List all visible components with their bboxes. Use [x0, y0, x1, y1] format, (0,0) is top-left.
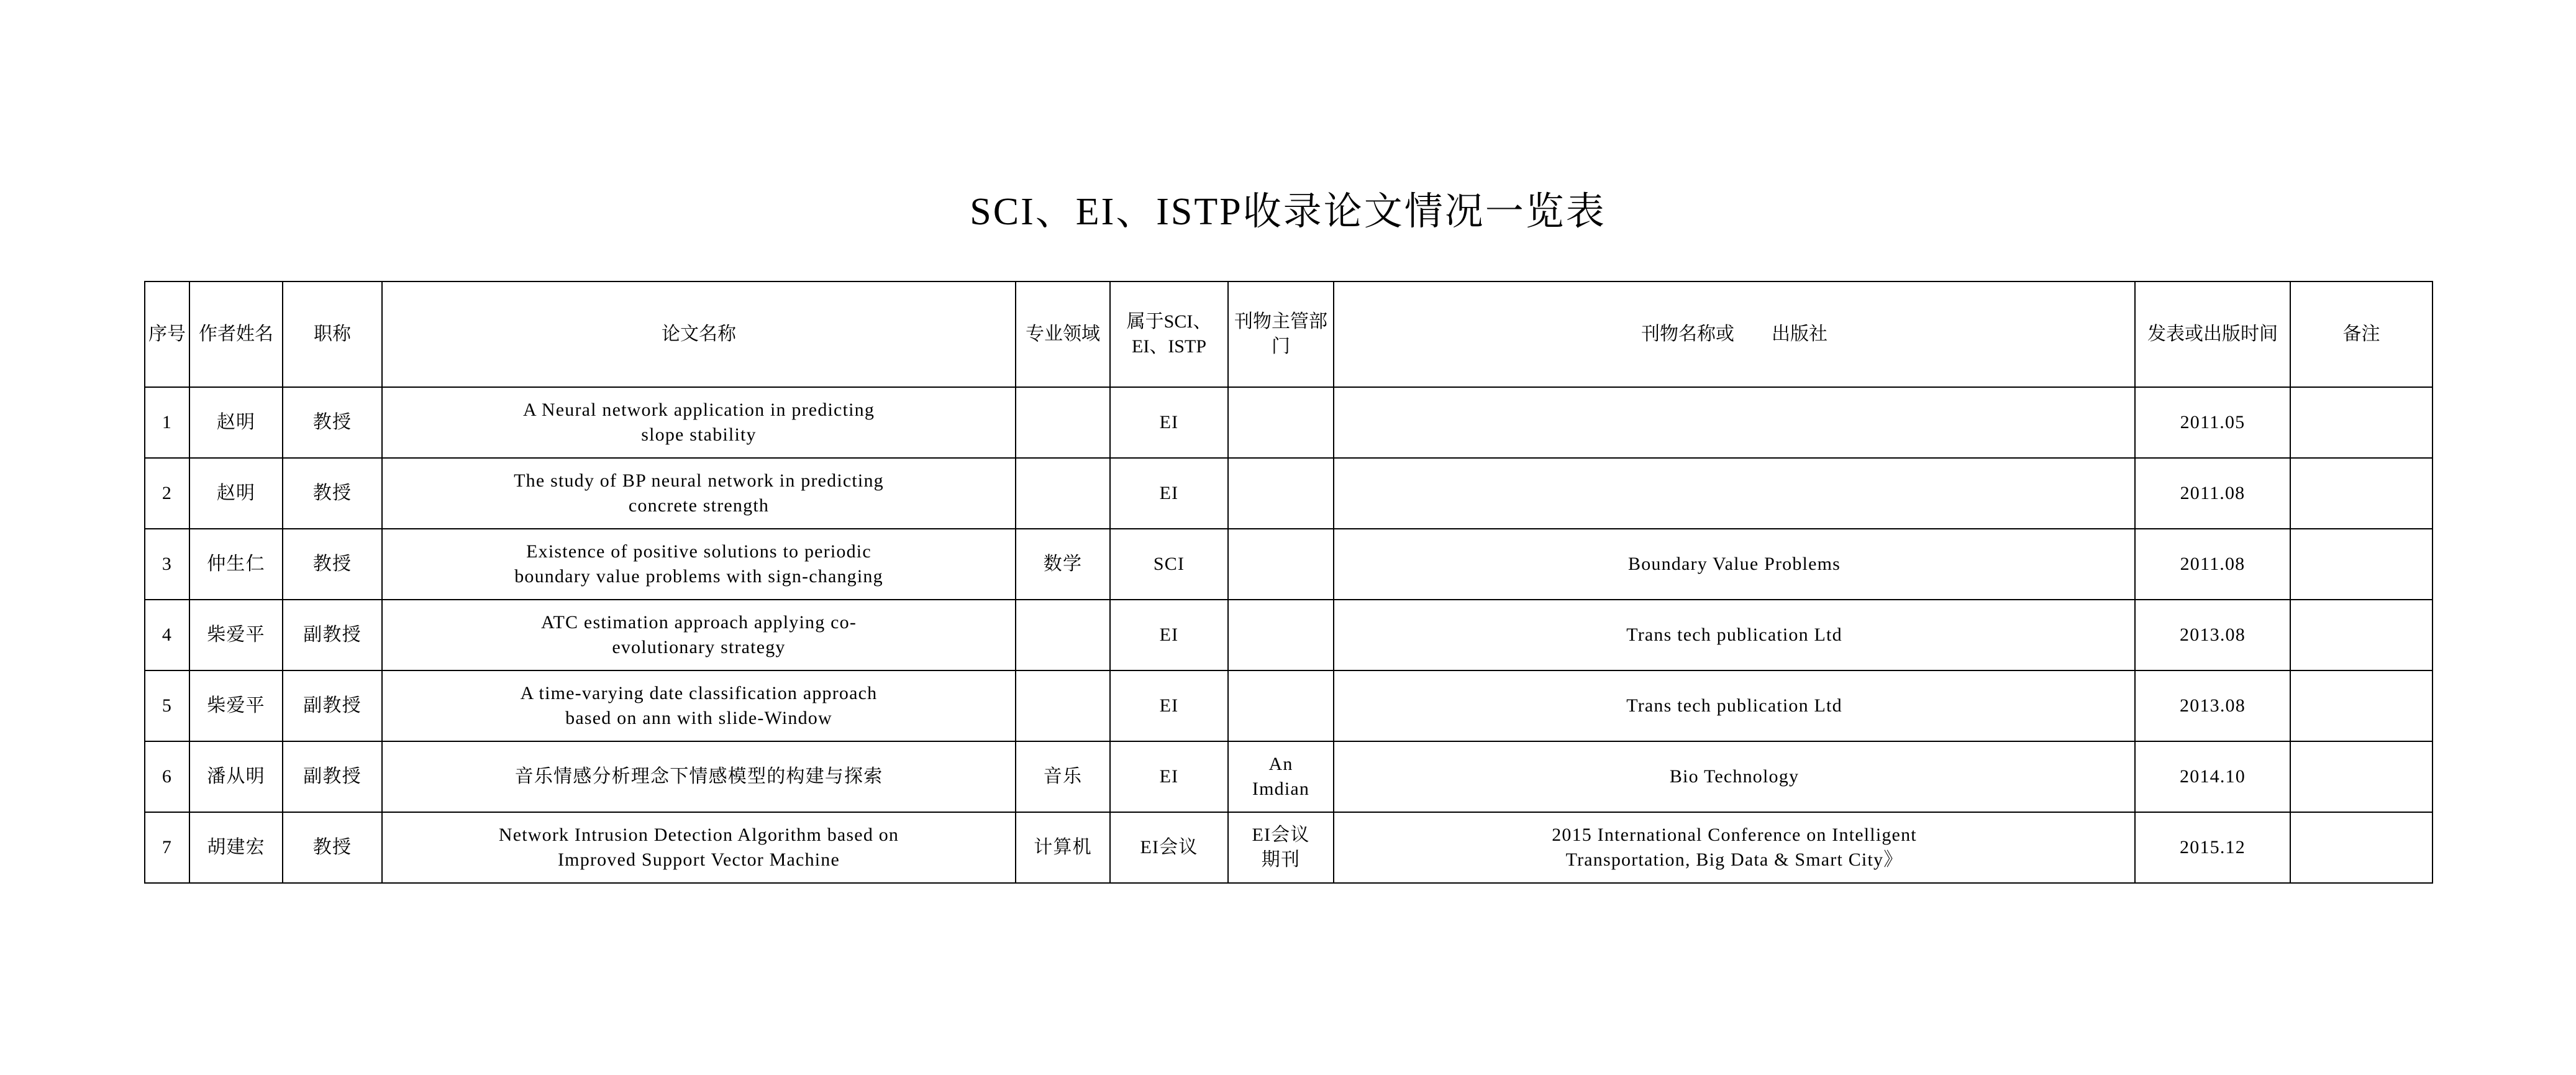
table-header-row [145, 281, 2433, 387]
cell-date: 2013.08 [2135, 670, 2290, 741]
paper-title-line-2: based on ann with slide-Window [565, 708, 832, 728]
cell-journal [1334, 812, 2135, 883]
cell-paper-title [382, 387, 1016, 458]
column-header-journal: 刊物名称或 出版社 [1334, 281, 2135, 387]
cell-seq: 2 [145, 458, 189, 529]
cell-paper-title [382, 600, 1016, 670]
cell-paper-title [382, 812, 1016, 883]
table-row [145, 458, 2433, 529]
table-row [145, 600, 2433, 670]
journal-line-1: 2015 International Conference on Intelligent [1552, 824, 1917, 845]
cell-dept [1228, 741, 1334, 812]
table-header [145, 281, 2433, 387]
cell-date: 2014.10 [2135, 741, 2290, 812]
cell-field: 音乐 [1016, 741, 1110, 812]
dept-line-1: An [1268, 753, 1293, 774]
paper-title-line-1: A Neural network application in predicting [522, 399, 875, 420]
paper-title-line-1: 音乐情感分析理念下情感模型的构建与探索 [514, 766, 883, 787]
journal-line-1: Bio Technology [1669, 766, 1800, 787]
cell-paper-title [382, 670, 1016, 741]
cell-date: 2013.08 [2135, 600, 2290, 670]
cell-field [1016, 458, 1110, 529]
cell-journal [1334, 529, 2135, 600]
cell-author: 潘从明 [189, 741, 283, 812]
paper-title-line-1: A time-varying date classification approach [520, 682, 878, 703]
page-title: SCI、EI、ISTP收录论文情况一览表 [970, 191, 1606, 233]
cell-seq: 5 [145, 670, 189, 741]
cell-paper-title [382, 458, 1016, 529]
cell-date: 2011.08 [2135, 458, 2290, 529]
paper-title-line-1: The study of BP neural network in predicting [514, 470, 884, 491]
journal-line-1: Boundary Value Problems [1627, 553, 1841, 574]
cell-date: 2011.08 [2135, 529, 2290, 600]
table-body [145, 387, 2433, 883]
cell-rank: 教授 [283, 458, 382, 529]
dept-line-1: EI会议 [1252, 824, 1310, 845]
cell-author: 仲生仁 [189, 529, 283, 600]
cell-dept [1228, 600, 1334, 670]
column-header-index-type: 属于SCI、EI、ISTP [1110, 281, 1228, 387]
cell-index-type: EI [1110, 387, 1228, 458]
cell-seq: 7 [145, 812, 189, 883]
column-header-seq: 序号 [145, 281, 189, 387]
column-header-field: 专业领域 [1016, 281, 1110, 387]
paper-title-line-2: concrete strength [628, 495, 770, 516]
cell-index-type: EI [1110, 458, 1228, 529]
column-header-paper-title: 论文名称 [382, 281, 1016, 387]
cell-journal [1334, 741, 2135, 812]
cell-rank: 副教授 [283, 670, 382, 741]
cell-index-type: EI [1110, 741, 1228, 812]
cell-index-type: EI [1110, 670, 1228, 741]
cell-seq: 4 [145, 600, 189, 670]
cell-date: 2015.12 [2135, 812, 2290, 883]
cell-remark [2290, 741, 2433, 812]
cell-journal [1334, 670, 2135, 741]
column-header-author: 作者姓名 [189, 281, 283, 387]
cell-author: 赵明 [189, 458, 283, 529]
cell-rank: 教授 [283, 529, 382, 600]
cell-field: 计算机 [1016, 812, 1110, 883]
journal-line-2: Transportation, Big Data & Smart City》 [1565, 849, 1903, 870]
cell-seq: 3 [145, 529, 189, 600]
cell-author: 柴爱平 [189, 600, 283, 670]
cell-remark [2290, 600, 2433, 670]
cell-author: 柴爱平 [189, 670, 283, 741]
cell-remark [2290, 670, 2433, 741]
column-header-remark: 备注 [2290, 281, 2433, 387]
cell-journal [1334, 458, 2135, 529]
cell-field [1016, 600, 1110, 670]
journal-line-1: Trans tech publication Ltd [1626, 624, 1842, 645]
cell-remark [2290, 458, 2433, 529]
column-header-dept: 刊物主管部门 [1228, 281, 1334, 387]
table-row [145, 812, 2433, 883]
cell-date: 2011.05 [2135, 387, 2290, 458]
cell-index-type: SCI [1110, 529, 1228, 600]
cell-dept [1228, 387, 1334, 458]
table-row [145, 529, 2433, 600]
cell-dept [1228, 529, 1334, 600]
journal-line-1: Trans tech publication Ltd [1626, 695, 1842, 716]
cell-remark [2290, 812, 2433, 883]
cell-rank: 教授 [283, 387, 382, 458]
cell-seq: 6 [145, 741, 189, 812]
cell-remark [2290, 529, 2433, 600]
column-header-date: 发表或出版时间 [2135, 281, 2290, 387]
cell-field [1016, 387, 1110, 458]
papers-table [144, 281, 2433, 884]
paper-title-line-1: Network Intrusion Detection Algorithm based on [498, 824, 899, 845]
cell-dept [1228, 670, 1334, 741]
column-header-rank: 职称 [283, 281, 382, 387]
dept-line-2: 期刊 [1261, 849, 1301, 870]
paper-title-line-2: boundary value problems with sign-changing [514, 566, 883, 587]
paper-title-line-1: ATC estimation approach applying co- [540, 611, 857, 633]
papers-table-wrapper [144, 281, 2432, 884]
paper-title-line-2: Improved Support Vector Machine [557, 849, 840, 870]
cell-rank: 教授 [283, 812, 382, 883]
cell-field: 数学 [1016, 529, 1110, 600]
paper-title-line-1: Existence of positive solutions to periodic [526, 541, 872, 562]
cell-rank: 副教授 [283, 600, 382, 670]
dept-line-2: Imdian [1252, 779, 1310, 799]
cell-index-type: EI会议 [1110, 812, 1228, 883]
cell-remark [2290, 387, 2433, 458]
cell-field [1016, 670, 1110, 741]
cell-rank: 副教授 [283, 741, 382, 812]
table-row [145, 670, 2433, 741]
paper-title-line-2: evolutionary strategy [612, 637, 786, 657]
cell-author: 赵明 [189, 387, 283, 458]
table-row [145, 741, 2433, 812]
cell-paper-title [382, 529, 1016, 600]
cell-dept [1228, 812, 1334, 883]
cell-paper-title [382, 741, 1016, 812]
cell-seq: 1 [145, 387, 189, 458]
cell-journal [1334, 387, 2135, 458]
paper-title-line-2: slope stability [641, 424, 757, 445]
cell-journal [1334, 600, 2135, 670]
cell-dept [1228, 458, 1334, 529]
table-row [145, 387, 2433, 458]
cell-index-type: EI [1110, 600, 1228, 670]
cell-author: 胡建宏 [189, 812, 283, 883]
